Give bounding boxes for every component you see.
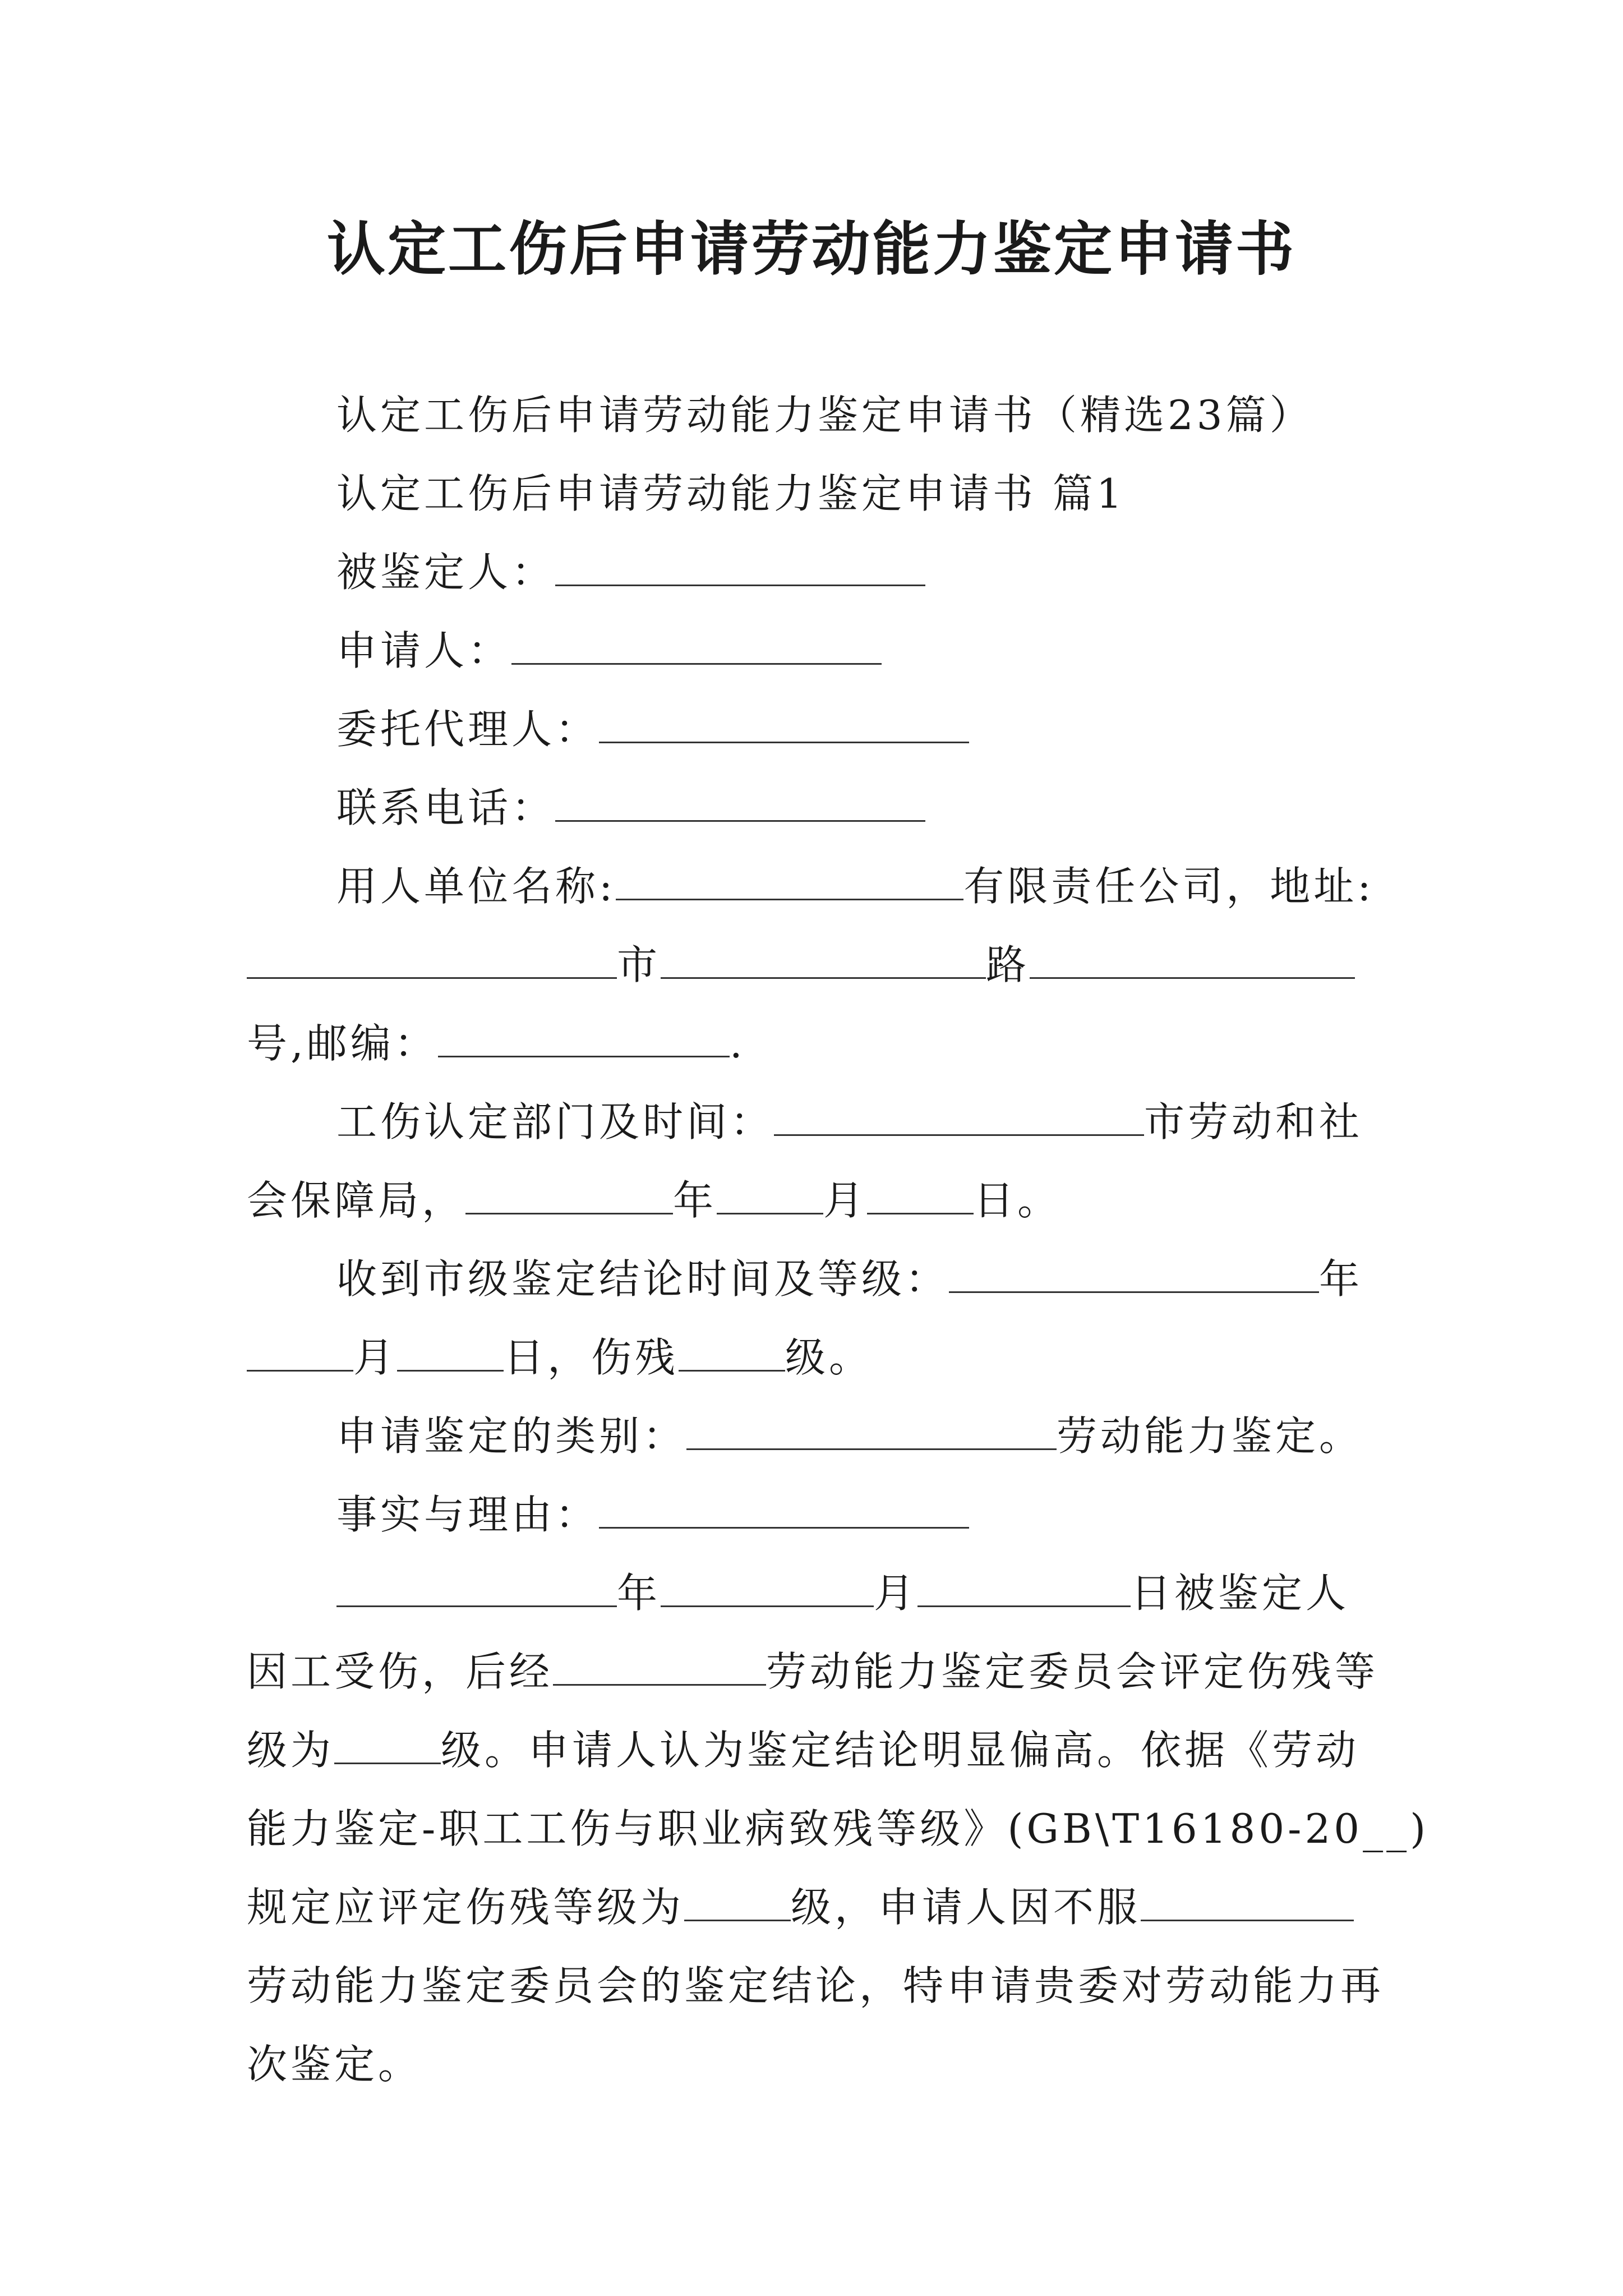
city-conclusion-label: 收到市级鉴定结论时间及等级： bbox=[336, 1255, 949, 1303]
injury-date-row bbox=[247, 1172, 1380, 1228]
section-heading: 认定工伤后申请劳动能力鉴定申请书 篇1 bbox=[336, 470, 1126, 517]
category-label: 申请鉴定的类别： bbox=[336, 1412, 687, 1460]
category-blank[interactable] bbox=[686, 1408, 1057, 1450]
category-row bbox=[336, 1408, 1469, 1464]
city-conclusion-blank[interactable] bbox=[949, 1251, 1319, 1293]
day-label: 日。 bbox=[974, 1177, 1062, 1224]
appraised-person-row bbox=[336, 544, 1469, 600]
category-suffix: 劳动能力鉴定。 bbox=[1057, 1412, 1363, 1460]
facts-label: 事实与理由： bbox=[336, 1491, 600, 1538]
injury-dept-blank[interactable] bbox=[774, 1094, 1144, 1136]
grade-blank[interactable] bbox=[334, 1722, 441, 1764]
phone-blank[interactable] bbox=[555, 780, 925, 822]
address-row bbox=[247, 937, 1380, 993]
year-label: 年 bbox=[617, 1570, 661, 1617]
body-line-5 bbox=[247, 1879, 1380, 1935]
body-text: 级。申请人认为鉴定结论明显偏高。依据《劳动 bbox=[441, 1727, 1360, 1774]
conclusion-month-blank[interactable] bbox=[247, 1329, 353, 1372]
road-label: 路 bbox=[986, 941, 1030, 988]
address-blank-1[interactable] bbox=[247, 937, 617, 979]
body-line-7: 次鉴定。 bbox=[247, 2041, 422, 2088]
applicant-row bbox=[336, 623, 1469, 679]
employer-suffix: 有限责任公司，地址: bbox=[963, 863, 1375, 910]
disagree-committee-blank[interactable] bbox=[1141, 1879, 1354, 1921]
facts-row bbox=[336, 1487, 1469, 1543]
address-blank-2[interactable] bbox=[661, 937, 986, 979]
body-text: 因工受伤，后经 bbox=[247, 1648, 554, 1695]
injury-dept-suffix: 市劳动和社 bbox=[1144, 1098, 1363, 1145]
injury-year-blank[interactable] bbox=[465, 1172, 673, 1214]
appraised-person-blank[interactable] bbox=[555, 544, 925, 586]
month-label: 月 bbox=[353, 1334, 398, 1381]
body-line-1 bbox=[336, 1565, 1469, 1621]
body-text: 日被鉴定人 bbox=[1131, 1570, 1350, 1617]
agent-row bbox=[336, 701, 1469, 757]
injury-dept-label: 工伤认定部门及时间： bbox=[336, 1098, 774, 1145]
body-line-4: 能力鉴定-职工工伤与职业病致残等级》(GB\T16180-20__) bbox=[247, 1805, 1430, 1852]
injury-month-blank[interactable] bbox=[717, 1172, 823, 1214]
body-day-blank[interactable] bbox=[917, 1565, 1131, 1607]
facts-blank[interactable] bbox=[599, 1487, 969, 1529]
disability-label: 日，伤残 bbox=[504, 1334, 679, 1381]
body-month-blank[interactable] bbox=[661, 1565, 874, 1607]
city-conclusion-row bbox=[336, 1251, 1469, 1307]
month-label: 月 bbox=[823, 1177, 868, 1224]
employer-row bbox=[336, 858, 1469, 914]
body-year-blank[interactable] bbox=[336, 1565, 617, 1607]
postcode-period: . bbox=[729, 1020, 746, 1067]
year-label: 年 bbox=[1319, 1255, 1363, 1303]
body-text: 规定应评定伤残等级为 bbox=[247, 1884, 685, 1931]
injury-dept-row bbox=[336, 1094, 1469, 1150]
address-blank-3[interactable] bbox=[1030, 937, 1355, 979]
body-text: 级，申请人因不服 bbox=[791, 1884, 1141, 1931]
month-label: 月 bbox=[874, 1570, 918, 1617]
year-label: 年 bbox=[673, 1177, 717, 1224]
city-conclusion-date-row bbox=[247, 1329, 1380, 1386]
applicant-label: 申请人： bbox=[336, 627, 512, 674]
due-grade-blank[interactable] bbox=[684, 1879, 791, 1921]
subtitle: 认定工伤后申请劳动能力鉴定申请书（精选23篇） bbox=[336, 392, 1313, 439]
phone-row bbox=[336, 780, 1469, 836]
injury-day-blank[interactable] bbox=[867, 1172, 974, 1214]
body-text: 劳动能力鉴定委员会评定伤残等 bbox=[766, 1648, 1379, 1695]
document-title: 认定工伤后申请劳动能力鉴定申请书 bbox=[326, 215, 1296, 283]
appraised-person-label: 被鉴定人： bbox=[336, 549, 556, 596]
employer-name-blank[interactable] bbox=[616, 858, 963, 900]
agent-label: 委托代理人： bbox=[336, 706, 600, 753]
employer-label: 用人单位名称: bbox=[336, 863, 616, 910]
grade-label: 级。 bbox=[785, 1334, 873, 1381]
applicant-blank[interactable] bbox=[511, 623, 882, 665]
agent-blank[interactable] bbox=[599, 701, 969, 743]
conclusion-grade-blank[interactable] bbox=[679, 1329, 785, 1372]
bureau-label: 会保障局， bbox=[247, 1177, 466, 1224]
postcode-row bbox=[247, 1015, 1380, 1071]
body-text: 级为 bbox=[247, 1727, 335, 1774]
city-label: 市 bbox=[617, 941, 661, 988]
phone-label: 联系电话： bbox=[336, 784, 556, 831]
body-line-3 bbox=[247, 1722, 1380, 1778]
body-line-2 bbox=[247, 1644, 1380, 1700]
postcode-label: 号,邮编： bbox=[247, 1020, 438, 1067]
body-line-6: 劳动能力鉴定委员会的鉴定结论，特申请贵委对劳动能力再 bbox=[247, 1962, 1385, 2009]
committee-blank[interactable] bbox=[553, 1644, 766, 1686]
postcode-blank[interactable] bbox=[438, 1015, 730, 1057]
conclusion-day-blank[interactable] bbox=[397, 1329, 504, 1372]
